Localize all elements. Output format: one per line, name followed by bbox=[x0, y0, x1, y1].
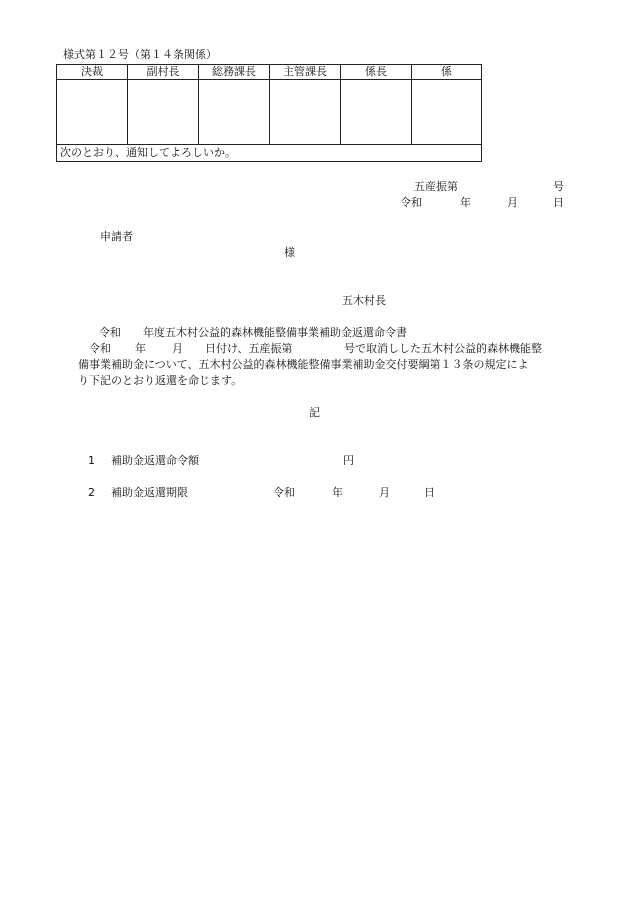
title-era: 令和 bbox=[99, 326, 121, 339]
ki-heading: 記 bbox=[309, 406, 320, 419]
item-day: 日 bbox=[424, 486, 435, 499]
item-number: 1 bbox=[88, 454, 95, 467]
date-day: 日 bbox=[553, 196, 564, 209]
approval-note: 次のとおり、通知してよろしいか。 bbox=[57, 145, 482, 162]
form-label: 様式第１２号（第１４条関係） bbox=[63, 48, 217, 61]
stamp-cell[interactable] bbox=[199, 80, 270, 145]
item-month: 月 bbox=[379, 486, 390, 499]
issuer: 五木村長 bbox=[342, 294, 386, 307]
recipient-label: 申請者 bbox=[100, 230, 133, 243]
body-month: 月 bbox=[172, 342, 183, 355]
stamp-cell[interactable] bbox=[270, 80, 341, 145]
body-line-2: 備事業補助金について、五木村公益的森林機能整備事業補助金交付要綱第１３条の規定によ bbox=[78, 358, 529, 371]
date-era: 令和 bbox=[400, 196, 422, 209]
stamp-cell[interactable] bbox=[128, 80, 199, 145]
item-number: 2 bbox=[88, 486, 95, 499]
item-unit: 円 bbox=[343, 454, 354, 467]
stamp-cell[interactable] bbox=[412, 80, 482, 145]
approval-note-row bbox=[57, 145, 482, 162]
approval-header-row bbox=[57, 65, 482, 80]
stamp-cell[interactable] bbox=[57, 80, 128, 145]
body-year: 年 bbox=[135, 342, 146, 355]
item-era: 令和 bbox=[273, 486, 295, 499]
recipient-honorific: 様 bbox=[284, 246, 295, 259]
doc-number-prefix: 五産振第 bbox=[414, 180, 458, 193]
body-line-3: り下記のとおり返還を命じます。 bbox=[78, 374, 243, 387]
document-title: 年度五木村公益的森林機能整備事業補助金返還命令書 bbox=[143, 326, 407, 339]
body-rest: 号で取消しした五木村公益的森林機能整 bbox=[344, 342, 542, 355]
date-year: 年 bbox=[460, 196, 471, 209]
approval-stamp-row bbox=[57, 80, 482, 145]
stamp-cell[interactable] bbox=[341, 80, 412, 145]
approval-header: 決裁 bbox=[57, 65, 128, 80]
approval-table bbox=[56, 64, 482, 162]
date-month: 月 bbox=[507, 196, 518, 209]
body-era: 令和 bbox=[89, 342, 111, 355]
approval-header: 係 bbox=[412, 65, 482, 80]
approval-header: 主管課長 bbox=[270, 65, 341, 80]
doc-number-suffix: 号 bbox=[553, 180, 564, 193]
body-dated: 日付け、五産振第 bbox=[205, 342, 293, 355]
approval-header: 副村長 bbox=[128, 65, 199, 80]
item-label: 補助金返還期限 bbox=[111, 486, 188, 499]
approval-header: 係長 bbox=[341, 65, 412, 80]
item-year: 年 bbox=[332, 486, 343, 499]
approval-header: 総務課長 bbox=[199, 65, 270, 80]
item-label: 補助金返還命令額 bbox=[111, 454, 199, 467]
